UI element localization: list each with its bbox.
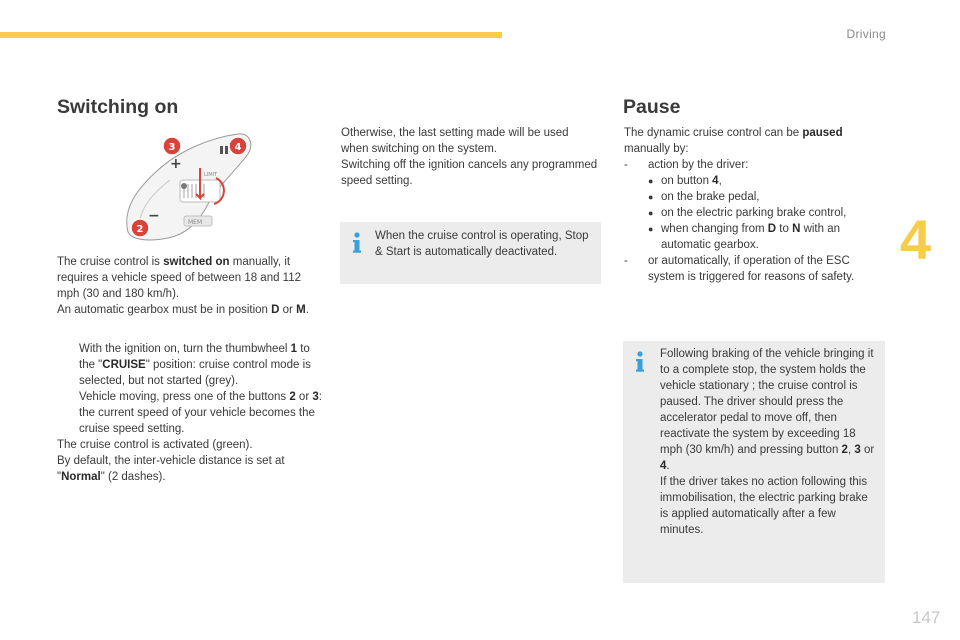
note-text-2: If the driver takes no action following this immobilisation, the electric parking brake is applied automatically after a few minutes. bbox=[660, 476, 868, 536]
default-distance-text: By default, the inter-vehicle distance is set at "Normal" (2 dashes). bbox=[57, 455, 285, 483]
note-text: Following braking of the vehicle bringing it to a complete stop, the system holds the vehicle stationary ; the cruise control is paused. The driver should press the accelerator pedal to move off, then reactivate the system by exceeding 18 mph (30 km/h) and pressing button 2, 3 or 4. bbox=[660, 348, 875, 472]
list-item: Vehicle moving, press one of the buttons 2 or 3: the current speed of your vehicle becomes the cruise speed setting. bbox=[79, 391, 322, 435]
info-icon bbox=[351, 232, 363, 254]
svg-text:+: + bbox=[170, 156, 182, 172]
chapter-number: 4 bbox=[900, 208, 932, 271]
page-number: 147 bbox=[912, 608, 941, 627]
cruise-control-stalk-illustration bbox=[118, 128, 268, 244]
otherwise-text: Otherwise, the last setting made will be used when switching on the system. bbox=[341, 127, 569, 155]
braking-stop-note bbox=[623, 341, 885, 583]
pause-title: Pause bbox=[623, 96, 681, 118]
list-item: ● on button 4, bbox=[648, 175, 722, 187]
svg-text:LIMIT: LIMIT bbox=[204, 172, 218, 178]
switching-off-text: Switching off the ignition cancels any programmed speed setting. bbox=[341, 159, 598, 187]
switching-on-intro bbox=[57, 254, 322, 318]
callout-4: 4 bbox=[234, 142, 242, 153]
pause-intro: The dynamic cruise control can be paused manually by: bbox=[624, 127, 843, 155]
list-item: With the ignition on, turn the thumbwheel 1 to the "CRUISE" position: cruise control mode is selected, but not started (grey). bbox=[79, 343, 311, 387]
section-title: Driving bbox=[846, 27, 886, 41]
svg-text:−: − bbox=[148, 208, 160, 224]
list-item: - or automatically, if operation of the ESC system is triggered for reasons of safety. bbox=[624, 255, 855, 283]
list-item: ● when changing from D to N with an automatic gearbox. bbox=[648, 223, 841, 251]
note-text: When the cruise control is operating, Stop & Start is automatically deactivated. bbox=[375, 230, 589, 258]
switching-on-title: Switching on bbox=[57, 96, 179, 118]
stop-start-note bbox=[340, 222, 601, 284]
svg-text:MEM: MEM bbox=[188, 219, 203, 226]
list-item: - action by the driver: bbox=[624, 159, 749, 171]
activated-text: The cruise control is activated (green). bbox=[57, 439, 253, 451]
callout-3: 3 bbox=[168, 142, 176, 153]
list-item: ● on the electric parking brake control, bbox=[648, 207, 847, 219]
list-item: ● on the brake pedal, bbox=[648, 191, 760, 203]
switching-on-continued bbox=[341, 125, 599, 189]
callout-2: 2 bbox=[136, 224, 144, 235]
intro-paragraph-1: The cruise control is switched on manually, it requires a vehicle speed of between 18 and 112 mph (30 and 180 km/h). bbox=[57, 256, 302, 300]
intro-paragraph-2: An automatic gearbox must be in position D or M. bbox=[57, 304, 309, 316]
section-color-bar bbox=[0, 32, 502, 38]
info-icon bbox=[634, 351, 646, 373]
pause-section bbox=[624, 125, 882, 285]
switching-on-steps bbox=[57, 341, 322, 485]
